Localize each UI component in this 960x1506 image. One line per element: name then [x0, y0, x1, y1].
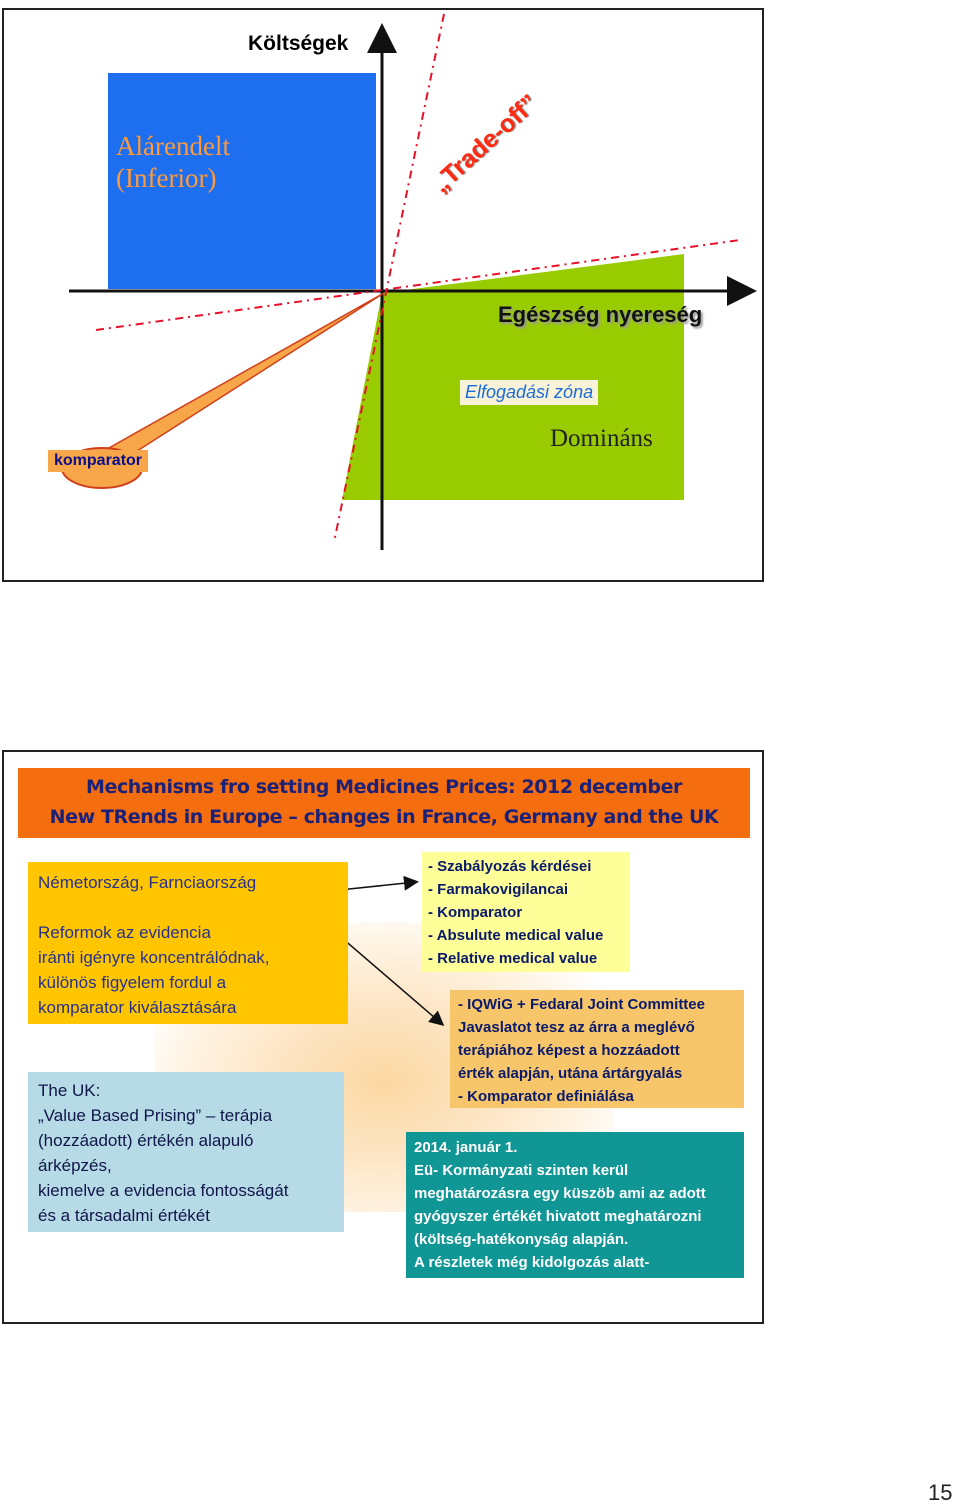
iqwig-line: - Komparator definiálása — [458, 1088, 634, 1105]
tradeoff-label: „Trade-off” — [426, 89, 544, 199]
germany-france-line: különös figyelem fordul a — [38, 973, 227, 992]
slide-pricing-mechanisms — [2, 750, 764, 1324]
page-number: 15 — [928, 1480, 953, 1505]
dominant-label: Domináns — [550, 425, 653, 452]
germany-france-line: komparator kiválasztására — [38, 998, 237, 1017]
uk-2014-line: 2014. január 1. — [414, 1139, 518, 1156]
inferior-label-en: (Inferior) — [116, 163, 217, 193]
regulation-issues-box — [422, 852, 630, 972]
uk-2014-box — [406, 1132, 744, 1278]
uk-2014-line: meghatározásra egy küszöb ami az adott — [414, 1185, 706, 1202]
germany-france-box — [28, 862, 348, 1024]
iqwig-line: - IQWiG + Fedaral Joint Committee — [458, 996, 705, 1013]
germany-france-heading: Németország, Farnciaország — [38, 873, 257, 892]
uk-line: (hozzáadott) értékén alapuló — [38, 1131, 254, 1150]
germany-france-line: iránti igényre koncentrálódnak, — [38, 948, 270, 967]
issues-line: - Komparator — [428, 904, 523, 921]
uk-line: és a társadalmi értékét — [38, 1206, 210, 1225]
slide-cost-effectiveness-plane — [2, 8, 764, 582]
uk-2014-line: A részletek még kidolgozás alatt- — [414, 1254, 650, 1271]
uk-line: árképzés, — [38, 1156, 112, 1175]
uk-2014-line: gyógyszer értékét hivatott meghatározni — [414, 1208, 702, 1225]
iqwig-box — [450, 990, 744, 1108]
uk-line: kiemelve a evidencia fontosságát — [38, 1181, 289, 1200]
inferior-label-hu: Alárendelt — [116, 131, 230, 161]
uk-line: The UK: — [38, 1081, 101, 1100]
uk-box — [28, 1072, 344, 1232]
comparator-callout-pointer — [84, 293, 384, 462]
iqwig-line: érték alapján, utána ártárgyalás — [458, 1065, 683, 1082]
header-line-1: Mechanisms fro setting Medicines Prices: 2012 december — [85, 776, 683, 798]
issues-line: - Farmakovigilancai — [428, 881, 569, 898]
iqwig-line: Javaslatot tesz az árra a meglévő — [458, 1019, 695, 1036]
health-gain-label: Egészség nyereség — [498, 302, 703, 327]
uk-2014-line: Eü- Kormányzati szinten kerül — [414, 1162, 629, 1179]
acceptance-zone-label: Elfogadási zóna — [460, 380, 598, 405]
issues-line: - Absulute medical value — [428, 927, 604, 944]
header-line-2: New TRends in Europe – changes in France, Germany and the UK — [49, 806, 719, 828]
comparator-label: komparator — [48, 450, 148, 472]
issues-line: - Relative medical value — [428, 950, 598, 967]
uk-line: „Value Based Prising” – terápia — [38, 1106, 273, 1125]
issues-line: - Szabályozás kérdései — [428, 858, 592, 875]
uk-2014-line: (költség-hatékonyság alapján. — [414, 1231, 629, 1248]
plane-graphics — [4, 10, 762, 580]
cost-axis-label: Költségek — [248, 32, 349, 55]
germany-france-line: Reformok az evidencia — [38, 923, 211, 942]
iqwig-line: terápiához képest a hozzáadott — [458, 1042, 680, 1059]
